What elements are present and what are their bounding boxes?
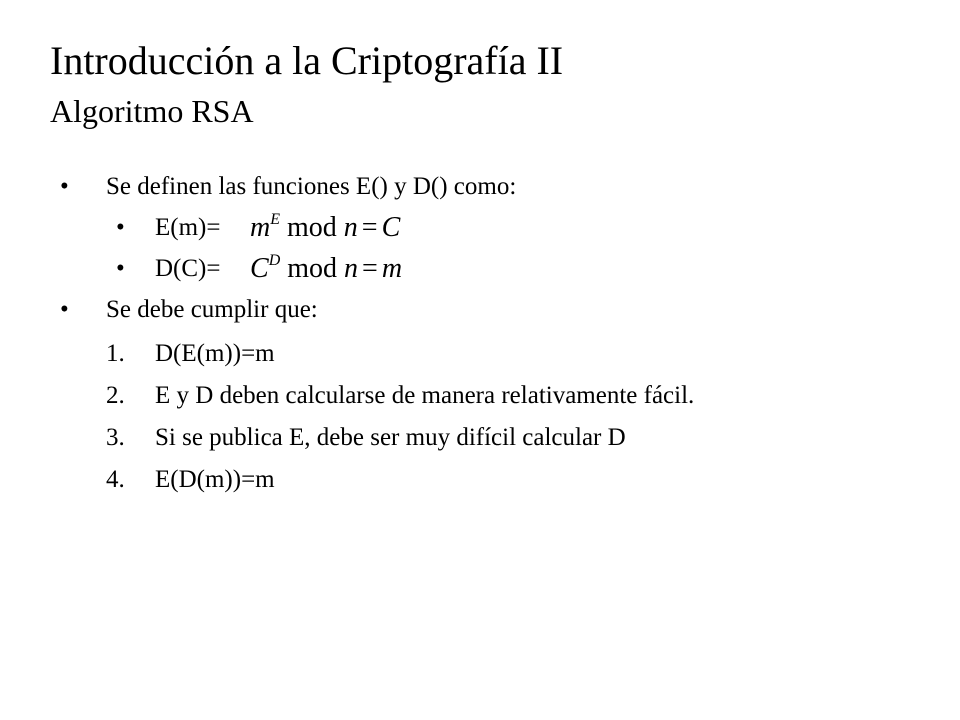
e-formula	[250, 213, 400, 243]
bullet-marker: •	[60, 173, 69, 200]
d-formula-result: m	[381, 253, 403, 284]
d-formula-eq: =	[362, 253, 378, 284]
list-number: 2.	[106, 382, 125, 409]
list-item: Si se publica E, debe ser muy difícil calcular D	[155, 424, 626, 451]
bullet-marker: •	[60, 296, 69, 323]
list-number: 1.	[106, 340, 125, 367]
list-item: D(E(m))=m	[155, 340, 275, 367]
d-formula-base: C	[250, 253, 269, 284]
bullet-marker: •	[116, 214, 125, 241]
bullet-must: Se debe cumplir que:	[106, 296, 318, 323]
d-formula-n: n	[344, 253, 359, 284]
d-formula	[250, 254, 402, 284]
bullet-intro: Se definen las funciones E() y D() como:	[106, 173, 517, 200]
list-item: E(D(m))=m	[155, 466, 275, 493]
list-item: E y D deben calcularse de manera relativamente fácil.	[155, 382, 695, 409]
e-label: E(m)=	[155, 214, 221, 241]
e-formula-base: m	[250, 212, 271, 243]
d-formula-exp: D	[268, 252, 281, 269]
list-number: 3.	[106, 424, 125, 451]
list-number: 4.	[106, 466, 125, 493]
d-formula-mod: mod	[287, 253, 338, 284]
e-formula-n: n	[343, 212, 358, 243]
d-label: D(C)=	[155, 255, 221, 282]
slide-title: Introducción a la Criptografía II	[50, 38, 564, 83]
e-formula-exp: E	[270, 211, 281, 228]
e-formula-mod: mod	[287, 212, 337, 243]
e-formula-eq: =	[361, 212, 378, 243]
e-formula-result: C	[381, 212, 401, 243]
bullet-marker: •	[116, 255, 125, 282]
slide-subtitle: Algoritmo RSA	[50, 93, 254, 129]
